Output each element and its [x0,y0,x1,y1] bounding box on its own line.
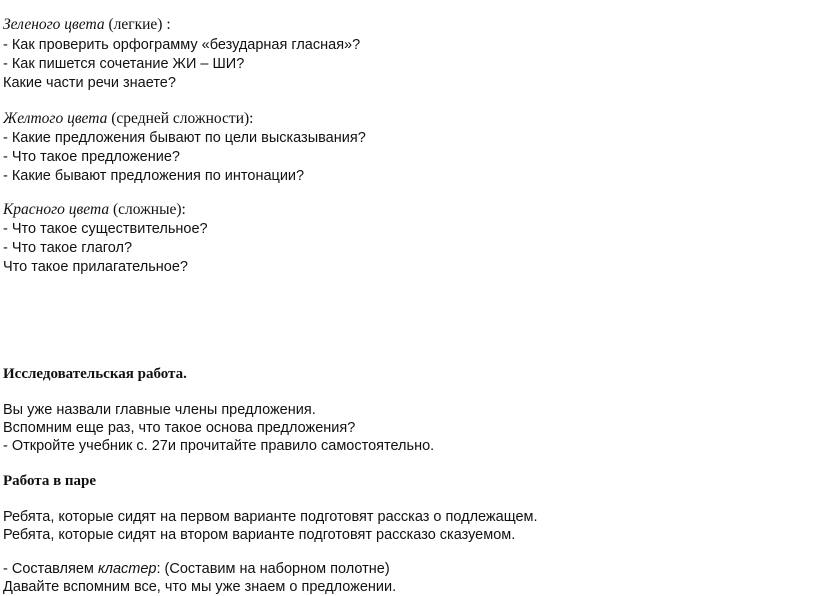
section-medium-label-rest: (средней сложности): [107,110,254,127]
research-line: Вы уже назвали главные члены предложения. [3,402,316,418]
cluster-line [3,560,390,578]
cluster-term: кластер [97,561,157,577]
section-easy-label-rest: (легкие) : [104,16,171,33]
research-line: Вспомним еще раз, что такое основа предложения? [3,420,356,436]
section-medium-label: Желтого цвета [3,110,108,127]
section-hard-label: Красного цвета [3,201,110,218]
question-item: - Как пишется сочетание ЖИ – ШИ? [3,56,245,72]
section-easy-title [3,16,171,34]
cluster-prefix: - Составляем [3,561,98,577]
section-easy-label: Зеленого цвета [3,16,105,33]
section-hard-label-rest: (сложные): [109,201,186,218]
question-item: - Что такое существительное? [3,221,208,237]
question-item: - Что такое предложение? [3,149,180,165]
question-item: Какие части речи знаете? [3,75,176,91]
pair-work-line: Ребята, которые сидят на втором варианте подготовят рассказо сказуемом. [3,527,516,543]
cluster-rest: : (Составим на наборном полотне) [156,561,390,577]
question-item: - Какие предложения бывают по цели высказывания? [3,130,366,146]
question-item: - Что такое глагол? [3,240,133,256]
question-item: Что такое прилагательное? [3,259,188,275]
question-item: - Какие бывают предложения по интонации? [3,168,305,184]
cluster-line-2: Давайте вспомним все, что мы уже знаем о предложении. [3,579,397,595]
section-medium-title [3,110,253,128]
research-line: - Откройте учебник с. 27и прочитайте правило самостоятельно. [3,438,435,454]
pair-work-line: Ребята, которые сидят на первом варианте подготовят рассказ о подлежащем. [3,509,538,525]
section-hard-title [3,201,186,219]
pair-work-heading: Работа в паре [3,473,97,489]
question-item: - Как проверить орфограмму «безударная гласная»? [3,37,361,53]
research-heading: Исследовательская работа. [3,366,187,382]
